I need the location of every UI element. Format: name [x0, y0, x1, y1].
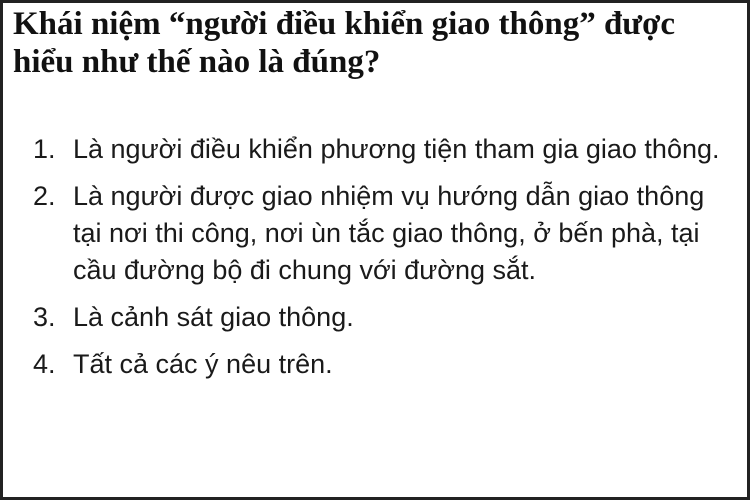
answer-option-2[interactable]	[33, 178, 733, 289]
option-text: Là người được giao nhiệm vụ hướng dẫn giao thông tại nơi thi công, nơi ùn tắc giao thông, ở bến phà, tại cầu đường bộ đi chung với đường sắt.	[73, 181, 705, 285]
option-number: 3.	[33, 302, 56, 332]
option-text: Là người điều khiển phương tiện tham gia giao thông.	[73, 134, 720, 164]
answer-options-list	[33, 131, 733, 393]
option-number: 4.	[33, 349, 56, 379]
option-text: Tất cả các ý nêu trên.	[73, 349, 333, 379]
answer-option-3[interactable]	[33, 299, 733, 336]
answer-option-1[interactable]	[33, 131, 733, 168]
option-number: 1.	[33, 134, 56, 164]
option-text: Là cảnh sát giao thông.	[73, 302, 354, 332]
option-number: 2.	[33, 181, 56, 211]
answer-option-4[interactable]	[33, 346, 733, 383]
question-title: Khái niệm “người điều khiển giao thông” được hiểu như thế nào là đúng?	[13, 6, 676, 80]
